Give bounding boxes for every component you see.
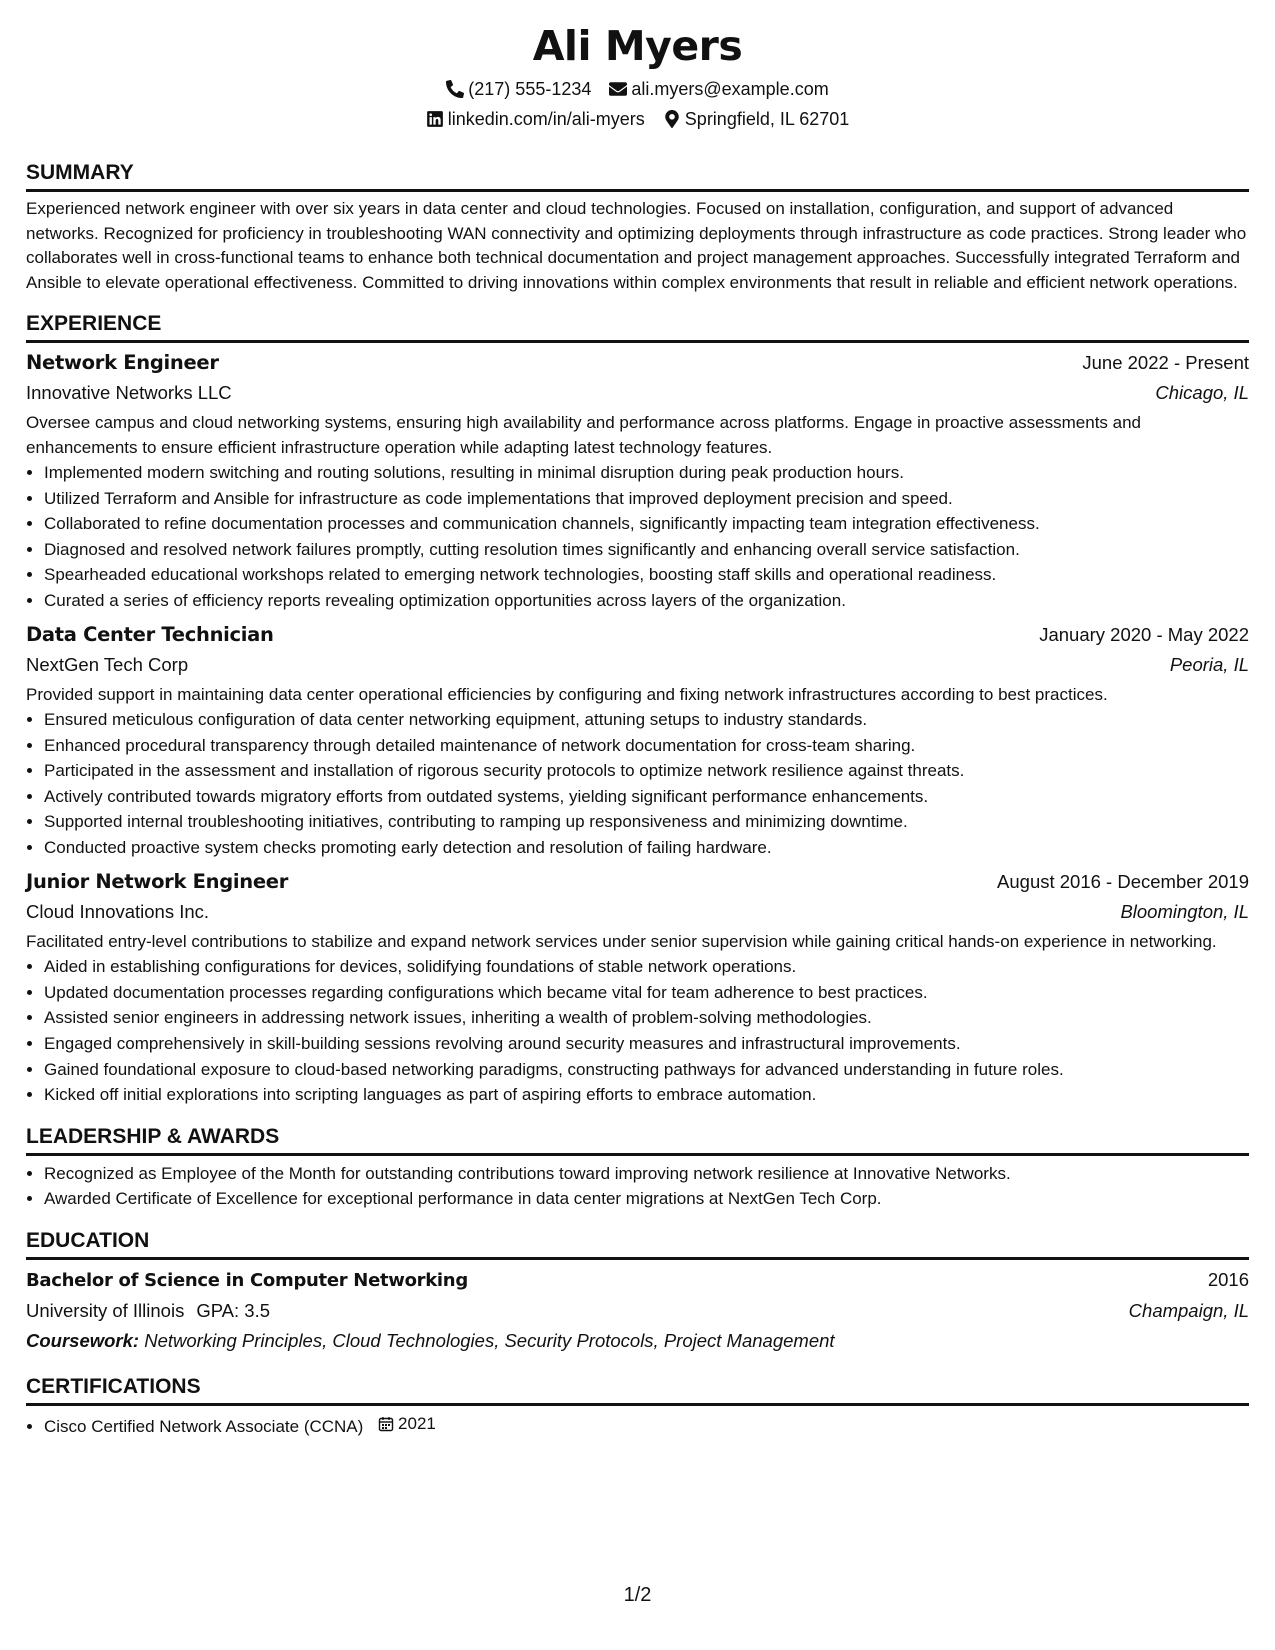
job-dates: June 2022 - Present	[1082, 352, 1249, 373]
list-item: • Supported internal troubleshooting initiatives, contributing to ramping up responsiveness and minimizing downtime.	[44, 809, 1249, 835]
job-location: Bloomington, IL	[1120, 900, 1249, 922]
award-bullets	[26, 1161, 1249, 1212]
list-item: • Collaborated to refine documentation processes and communication channels, significantly impacting team integration effectiveness.	[44, 511, 1249, 537]
gpa: GPA: 3.5	[196, 1299, 271, 1321]
list-item: • Spearheaded educational workshops related to emerging network technologies, boosting staff skills and operational readiness.	[44, 562, 1249, 588]
coursework-label: Coursework:	[26, 1329, 140, 1351]
job-bullets	[26, 460, 1249, 614]
experience-section	[26, 311, 1249, 1108]
job-entry	[26, 348, 1249, 614]
section-title: EDUCATION	[26, 1228, 1249, 1260]
email-address: ali.myers@example.com	[631, 79, 829, 99]
page-number: 1/2	[623, 1584, 652, 1606]
section-title: SUMMARY	[26, 160, 1249, 192]
linkedin-url: linkedin.com/in/ali-myers	[447, 109, 645, 129]
list-item: • Enhanced procedural transparency through detailed maintenance of network documentation for cross-team sharing.	[44, 733, 1249, 759]
list-item: • Engaged comprehensively in skill-building sessions revolving around security measures and infrastructural improvements.	[44, 1031, 1249, 1057]
list-item: • Updated documentation processes regarding configurations which became vital for team adherence to best practices.	[44, 980, 1249, 1006]
contact-line-2	[26, 104, 1249, 134]
list-item: • Awarded Certificate of Excellence for exceptional performance in data center migrations at NextGen Tech Corp.	[44, 1186, 1249, 1212]
list-item: • Conducted proactive system checks promoting early detection and resolution of failing hardware.	[44, 835, 1249, 861]
envelope-icon	[609, 80, 627, 98]
list-item	[44, 1411, 1249, 1439]
job-entry	[26, 620, 1249, 861]
list-item: • Gained foundational exposure to cloud-based networking paradigms, constructing pathways for advanced understanding in future roles.	[44, 1057, 1249, 1083]
contact-line-1	[26, 74, 1249, 104]
graduation-year: 2016	[1207, 1268, 1249, 1290]
job-title: Network Engineer	[26, 351, 219, 374]
cert-bullets	[26, 1411, 1249, 1439]
education-section	[26, 1228, 1249, 1356]
job-dates: August 2016 - December 2019	[997, 870, 1249, 892]
school-location: Champaign, IL	[1128, 1299, 1249, 1321]
list-item: • Assisted senior engineers in addressing network issues, inheriting a wealth of problem-solving methodologies.	[44, 1005, 1249, 1031]
job-bullets	[26, 707, 1249, 861]
company-name: Innovative Networks LLC	[26, 382, 232, 403]
school-info	[26, 1296, 270, 1326]
certifications-section	[26, 1374, 1249, 1439]
job-description: Oversee campus and cloud networking systems, ensuring high availability and performance across platforms. Engage in proactive assessments and enhancements to ensure efficient infrastructure operation while adapting latest technology features.	[26, 413, 1142, 457]
summary-text: Experienced network engineer with over six years in data center and cloud technologies. Focused on installation, configuration, and support of advanced networks. Recognized for proficiency in troubleshooting WAN connectivity and optimizing deployments through infrastructure as code practices. Strong leader who collaborates well in cross-functional teams to enhance both technical documentation and project management approaches. Successfully integrated Terraform and Ansible to elevate operational effectiveness. Committed to driving innovations within complex environments that result in reliable and efficient network operations.	[26, 199, 1247, 292]
calendar-icon	[378, 1416, 394, 1432]
list-item: • Utilized Terraform and Ansible for infrastructure as code implementations that improved deployment precision and speed.	[44, 486, 1249, 512]
resume-page	[26, 18, 1249, 1439]
section-title: CERTIFICATIONS	[26, 1374, 1249, 1406]
job-title: Junior Network Engineer	[26, 869, 289, 893]
job-location: Chicago, IL	[1155, 382, 1249, 403]
section-title: LEADERSHIP & AWARDS	[26, 1124, 1249, 1156]
summary-section	[26, 160, 1249, 295]
linkedin-contact[interactable]	[426, 104, 645, 134]
coursework	[26, 1326, 1249, 1356]
list-item: • Ensured meticulous configuration of data center networking equipment, attuning setups to industry standards.	[44, 707, 1249, 733]
list-item: • Implemented modern switching and routing solutions, resulting in minimal disruption during peak production hours.	[44, 460, 1249, 486]
list-item: • Participated in the assessment and installation of rigorous security protocols to optimize network resilience against threats.	[44, 758, 1249, 784]
job-location: Peoria, IL	[1169, 653, 1249, 675]
job-bullets	[26, 954, 1249, 1108]
cert-name: Cisco Certified Network Associate (CCNA)	[44, 1416, 364, 1436]
job-description: Provided support in maintaining data center operational efficiencies by configuring and fixing network infrastructures according to best practices.	[26, 684, 1108, 704]
candidate-name: Ali Myers	[532, 22, 743, 70]
degree-title: Bachelor of Science in Computer Networking	[26, 1269, 468, 1291]
job-dates: January 2020 - May 2022	[1039, 623, 1249, 645]
list-item: • Recognized as Employee of the Month for outstanding contributions toward improving network resilience at Innovative Networks.	[44, 1161, 1249, 1187]
map-pin-icon	[663, 110, 681, 128]
list-item: • Aided in establishing configurations for devices, solidifying foundations of stable network operations.	[44, 954, 1249, 980]
coursework-list: Networking Principles, Cloud Technologies, Security Protocols, Project Management	[144, 1329, 835, 1351]
company-name: Cloud Innovations Inc.	[26, 900, 210, 922]
phone-icon	[446, 80, 464, 98]
job-description: Facilitated entry-level contributions to stabilize and expand network services under senior supervision while gaining critical hands-on experience in networking.	[26, 931, 1217, 951]
linkedin-icon	[426, 110, 444, 128]
list-item: • Diagnosed and resolved network failures promptly, cutting resolution times significantly and enhancing overall service satisfaction.	[44, 537, 1249, 563]
school-name: University of Illinois	[26, 1299, 185, 1321]
company-name: NextGen Tech Corp	[26, 653, 189, 675]
cert-date	[378, 1411, 436, 1437]
location-contact	[663, 104, 849, 134]
job-entry	[26, 867, 1249, 1108]
leadership-section	[26, 1124, 1249, 1212]
email-contact[interactable]	[609, 74, 828, 104]
list-item: • Curated a series of efficiency reports revealing optimization opportunities across layers of the organization.	[44, 588, 1249, 614]
list-item: • Actively contributed towards migratory efforts from outdated systems, yielding significant performance enhancements.	[44, 784, 1249, 810]
phone-contact[interactable]	[446, 74, 591, 104]
cert-year-text: 2021	[398, 1413, 436, 1433]
phone-number: (217) 555-1234	[468, 79, 592, 99]
location-text: Springfield, IL 62701	[684, 109, 850, 129]
job-title: Data Center Technician	[26, 622, 274, 646]
section-title: EXPERIENCE	[26, 311, 1249, 343]
list-item: • Kicked off initial explorations into scripting languages as part of aspiring efforts to embrace automation.	[44, 1082, 1249, 1108]
